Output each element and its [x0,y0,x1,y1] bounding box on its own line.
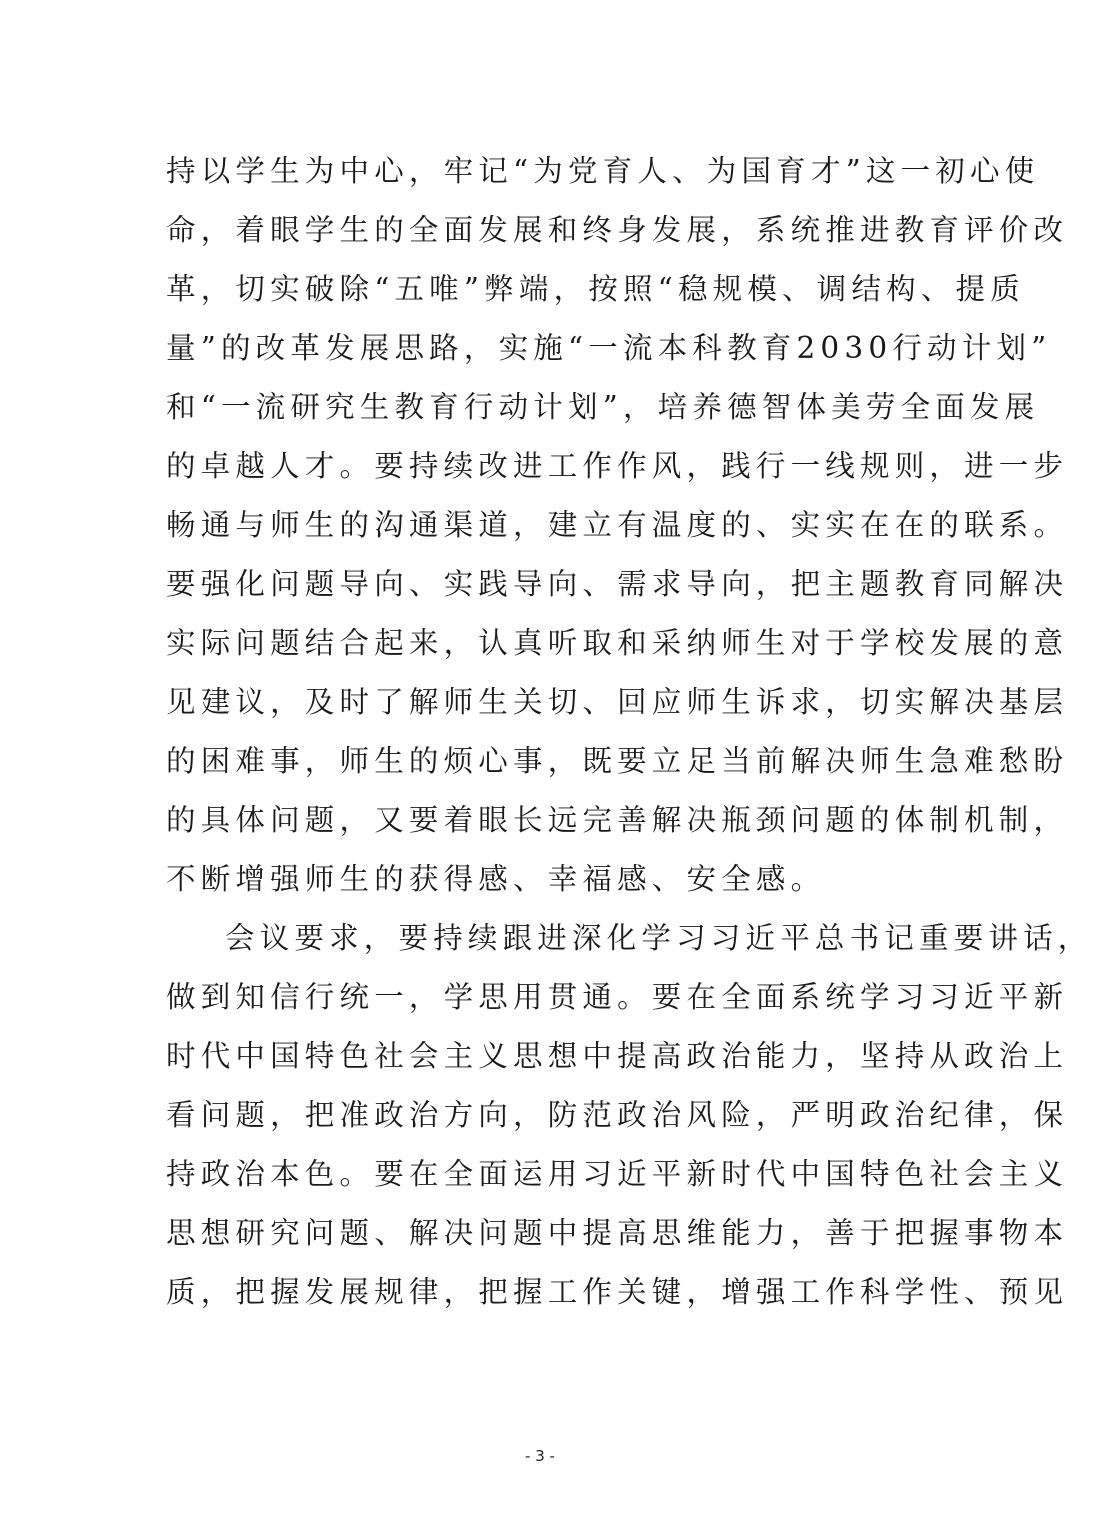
text-line-7: 畅通与师生的沟通渠道，建立有温度的、实实在在的联系。 [166,508,1069,542]
text-line-5: 和“一流研究生教育行动计划”，培养德智体美劳全面发展 [166,390,1040,424]
text-line-6: 的卓越人才。要持续改进工作作风，践行一线规则，进一步 [166,449,1069,483]
text-line-4: 量”的改革发展思路，实施“一流本科教育2030行动计划” [166,331,1052,365]
text-line-12: 的具体问题，又要着眼长远完善解决瓶颈问题的体制机制， [166,803,1069,837]
text-line-16: 时代中国特色社会主义思想中提高政治能力，坚持从政治上 [166,1039,1069,1073]
text-line-2: 命，着眼学生的全面发展和终身发展，系统推进教育评价改 [166,213,1069,247]
text-line-3: 革，切实破除“五唯”弊端，按照“稳规模、调结构、提质 [166,272,1025,306]
text-line-1: 持以学生为中心，牢记“为党育人、为国育才”这一初心使 [166,154,1040,188]
text-line-8: 要强化问题导向、实践导向、需求导向，把主题教育同解决 [166,567,1069,601]
page-number: - 3 - [525,1447,555,1465]
text-line-14: 会议要求，要持续跟进深化学习习近平总书记重要讲话， [225,921,1093,955]
text-line-9: 实际问题结合起来，认真听取和采纳师生对于学校发展的意 [166,626,1069,660]
text-line-15: 做到知信行统一，学思用贯通。要在全面系统学习习近平新 [166,980,1069,1014]
text-line-17: 看问题，把准政治方向，防范政治风险，严明政治纪律，保 [166,1098,1069,1132]
text-line-13: 不断增强师生的获得感、幸福感、安全感。 [166,862,826,896]
text-line-19: 思想研究问题、解决问题中提高思维能力，善于把握事物本 [166,1216,1069,1250]
text-line-10: 见建议，及时了解师生关切、回应师生诉求，切实解决基层 [166,685,1069,719]
text-line-11: 的困难事，师生的烦心事，既要立足当前解决师生急难愁盼 [166,744,1069,778]
text-line-18: 持政治本色。要在全面运用习近平新时代中国特色社会主义 [166,1157,1069,1191]
text-line-20: 质，把握发展规律，把握工作关键，增强工作科学性、预见 [166,1275,1069,1309]
